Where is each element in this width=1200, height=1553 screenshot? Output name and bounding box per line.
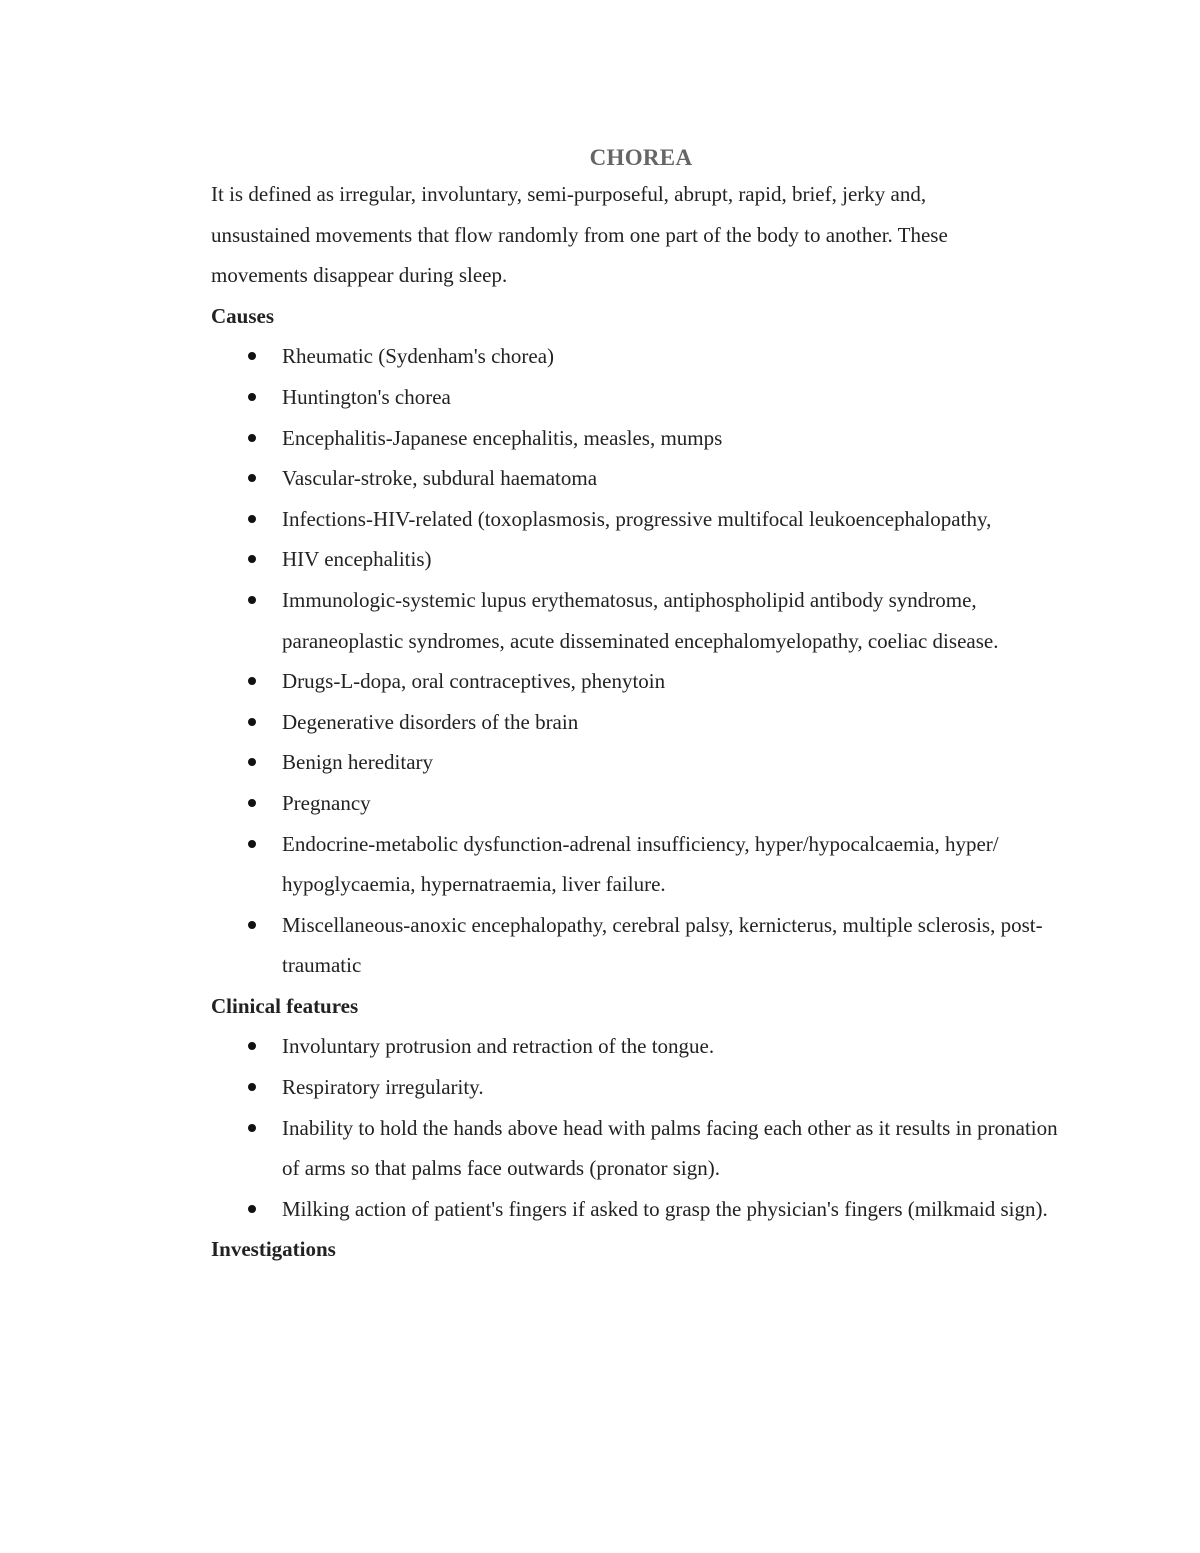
list-item [211,336,1071,377]
list-item [211,1189,1071,1230]
list-item-text: Pregnancy [282,790,371,815]
list-item-text: Immunologic-systemic lupus erythematosus, antiphospholipid antibody syndrome, paraneoplastic syndromes, acute disseminated encephalomyelopathy, coeliac disease. [282,587,999,653]
list-item-text: Miscellaneous-anoxic encephalopathy, cerebral palsy, kernicterus, multiple sclerosis, post-traumatic [282,912,1043,978]
list-item-text: Vascular-stroke, subdural haematoma [282,466,598,491]
bullet-icon [248,555,256,563]
list-item [211,1026,1071,1067]
bullet-icon [248,921,256,929]
list-item [211,1067,1071,1108]
bullet-icon [248,596,256,604]
bullet-icon [248,1042,256,1050]
list-item-text: Inability to hold the hands above head with palms facing each other as it results in pronation of arms so that palms face outwards (pronator sign). [282,1115,1058,1181]
list-item [211,742,1071,783]
list-item-text: Benign hereditary [282,750,434,775]
list-item-text: Endocrine-metabolic dysfunction-adrenal insufficiency, hyper/hypocalcaemia, hyper/ hypoglycaemia, hypernatraemia, liver failure. [282,831,999,897]
list-item-text: Respiratory irregularity. [282,1075,484,1100]
list-item-text: Degenerative disorders of the brain [282,709,579,734]
intro-paragraph [211,174,1071,296]
list-item-text: Encephalitis-Japanese encephalitis, measles, mumps [282,425,723,450]
bullet-icon [248,393,256,401]
list-item [211,499,1071,540]
list-item-text: Involuntary protrusion and retraction of the tongue. [282,1034,715,1059]
intro-line: unsustained movements that flow randomly from one part of the body to another. These [211,222,948,247]
list-item [211,539,1071,580]
bullet-icon [248,515,256,523]
bullet-icon [248,1083,256,1091]
bullet-icon [248,1205,256,1213]
document-title: CHOREA [589,145,693,170]
bullet-icon [248,434,256,442]
causes-heading: Causes [211,303,275,328]
list-item-text: Rheumatic (Sydenham's chorea) [282,344,555,369]
list-item [211,702,1071,743]
clinical-features-list [211,1026,1071,1229]
list-item [211,783,1071,824]
list-item [211,580,1071,661]
bullet-icon [248,718,256,726]
bullet-icon [248,840,256,848]
list-item-text: Drugs-L-dopa, oral contraceptives, phenytoin [282,669,666,694]
list-item-text: Milking action of patient's fingers if asked to grasp the physician's fingers (milkmaid sign). [282,1196,1048,1221]
document-page [211,138,1071,1270]
bullet-icon [248,1124,256,1132]
causes-list [211,336,1071,986]
bullet-icon [248,677,256,685]
list-item [211,661,1071,702]
investigations-heading: Investigations [211,1237,336,1262]
bullet-icon [248,474,256,482]
intro-line: movements disappear during sleep. [211,263,508,288]
list-item [211,1108,1071,1189]
list-item [211,458,1071,499]
list-item [211,824,1071,905]
list-item [211,905,1071,986]
clinical-features-heading: Clinical features [211,993,359,1018]
list-item [211,377,1071,418]
list-item [211,418,1071,459]
list-item-text: Infections-HIV-related (toxoplasmosis, progressive multifocal leukoencephalopathy, [282,506,992,531]
bullet-icon [248,758,256,766]
intro-line: It is defined as irregular, involuntary, semi-purposeful, abrupt, rapid, brief, jerky and, [211,182,927,206]
list-item-text: Huntington's chorea [282,384,451,409]
bullet-icon [248,799,256,807]
list-item-text: HIV encephalitis) [282,547,432,572]
bullet-icon [248,352,256,360]
